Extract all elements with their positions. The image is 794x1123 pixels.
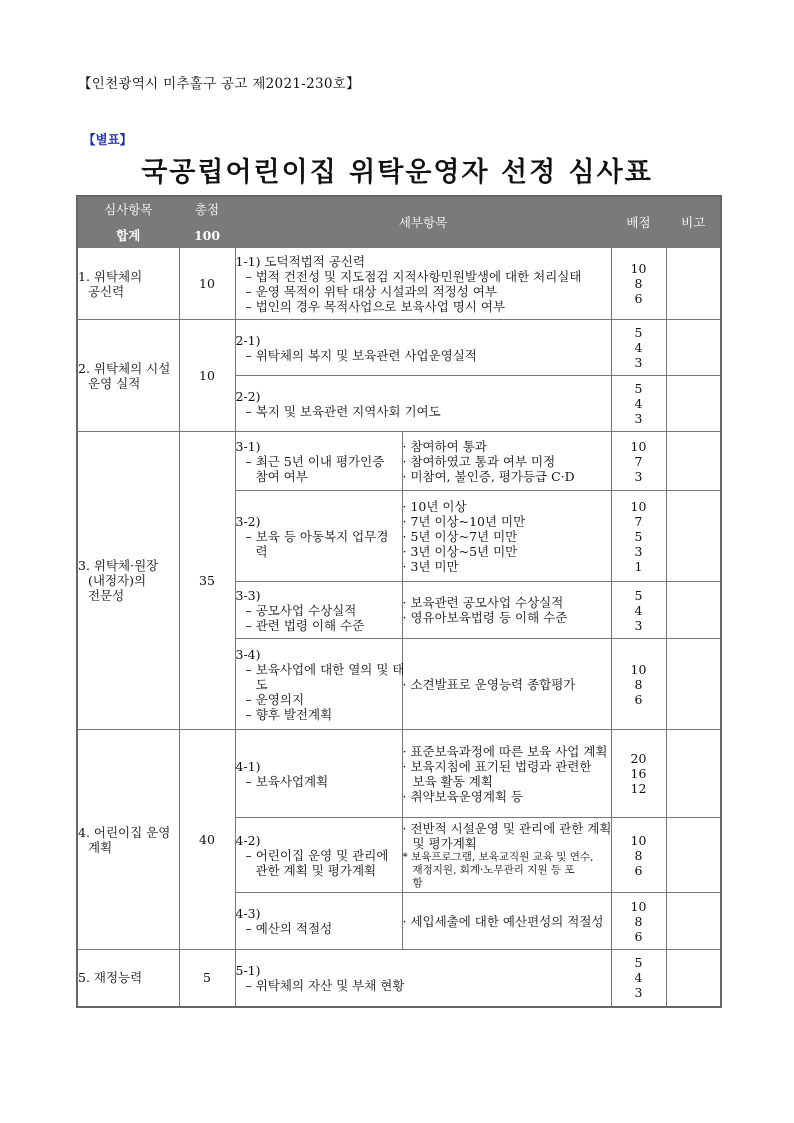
points-1-1: 10 8 6: [611, 248, 666, 320]
section-4-score: 40: [179, 730, 235, 950]
points-2-1: 5 4 3: [611, 320, 666, 376]
detail-3-3: 3-3) – 공모사업 수상실적 – 관련 법령 이해 수준: [235, 582, 402, 639]
section-1-score: 10: [179, 248, 235, 320]
section-2-name: 2. 위탁체의 시설 운영 실적: [77, 320, 179, 432]
sum-label: 합계: [77, 223, 179, 248]
points-4-2: 10 8 6: [611, 818, 666, 893]
criteria-3-2: · 10년 이상 · 7년 이상~10년 미만 · 5년 이상~7년 미만 · 3년 이상~5년 미만 · 3년 미만: [402, 491, 611, 582]
criteria-3-1: · 참여하여 통과 · 참여하였고 통과 여부 미정 · 미참여, 불인증, 평가등급 C·D: [402, 432, 611, 491]
criteria-3-4: · 소견발표로 운영능력 종합평가: [402, 639, 611, 730]
evaluation-table: [76, 195, 722, 1008]
points-3-1: 10 7 3: [611, 432, 666, 491]
note-cell: [666, 248, 721, 320]
note-cell: [666, 893, 721, 950]
note-cell: [666, 432, 721, 491]
sum-value: 100: [179, 223, 235, 248]
page-title: 국공립어린이집 위탁운영자 선정 심사표: [141, 157, 653, 188]
header-item: 심사항목: [77, 196, 179, 223]
header-total: 총점: [179, 196, 235, 223]
note-cell: [666, 320, 721, 376]
note-cell: [666, 376, 721, 432]
section-1-name: 1. 위탁체의 공신력: [77, 248, 179, 320]
criteria-4-1: · 표준보육과정에 따른 보육 사업 계획 · 보육지침에 표기된 법령과 관련한 보육 활동 계획 · 취약보육운영계획 등: [402, 730, 611, 818]
section-2-score: 10: [179, 320, 235, 432]
detail-4-1: 4-1) – 보육사업계획: [235, 730, 402, 818]
header-detail: 세부항목: [235, 196, 611, 248]
detail-5-1: 5-1) – 위탁체의 자산 및 부채 현황: [235, 950, 611, 1007]
section-4-name: 4. 어린이집 운영 계획: [77, 730, 179, 950]
detail-4-3: 4-3) – 예산의 적절성: [235, 893, 402, 950]
note-cell: [666, 639, 721, 730]
points-2-2: 5 4 3: [611, 376, 666, 432]
detail-2-1: 2-1) – 위탁체의 복지 및 보육관련 사업운영실적: [235, 320, 611, 376]
points-3-3: 5 4 3: [611, 582, 666, 639]
points-4-1: 20 16 12: [611, 730, 666, 818]
points-3-4: 10 8 6: [611, 639, 666, 730]
points-5-1: 5 4 3: [611, 950, 666, 1007]
section-3-name: 3. 위탁체·원장 (내정자)의 전문성: [77, 432, 179, 730]
detail-1-1: 1-1) 도덕적법적 공신력 – 법적 건전성 및 지도점검 지적사항민원발생에 대한 처리실태 – 운영 목적이 위탁 대상 시설과의 적정성 여부 – 법인의 경우 목적사업으로 보육사업 명시 여부: [235, 248, 611, 320]
header-note: 비고: [666, 196, 721, 248]
detail-4-2: 4-2) – 어린이집 운영 및 관리에 관한 계획 및 평가계획: [235, 818, 402, 893]
appendix-label: 【별표】: [83, 132, 133, 147]
section-5-name: 5. 재정능력: [77, 950, 179, 1007]
notice-header: 【인천광역시 미추홀구 공고 제2021-230호】: [78, 76, 360, 92]
note-cell: [666, 730, 721, 818]
points-3-2: 10 7 5 3 1: [611, 491, 666, 582]
criteria-4-3: · 세입세출에 대한 예산편성의 적절성: [402, 893, 611, 950]
detail-3-2: 3-2) – 보육 등 아동복지 업무경 력: [235, 491, 402, 582]
detail-3-4: 3-4) – 보육사업에 대한 열의 및 태 도 – 운영의지 – 향후 발전계획: [235, 639, 402, 730]
note-cell: [666, 582, 721, 639]
section-5-score: 5: [179, 950, 235, 1007]
criteria-3-3: · 보육관련 공모사업 수상실적 · 영유아보육법령 등 이해 수준: [402, 582, 611, 639]
header-points: 배점: [611, 196, 666, 248]
note-cell: [666, 818, 721, 893]
points-4-3: 10 8 6: [611, 893, 666, 950]
note-cell: [666, 491, 721, 582]
detail-2-2: 2-2) – 복지 및 보육관련 지역사회 기여도: [235, 376, 611, 432]
section-3-score: 35: [179, 432, 235, 730]
criteria-4-2: · 전반적 시설운영 및 관리에 관한 계획 및 평가계획 * 보육프로그램, 보육교직원 교육 및 연수, 재정지원, 회계·노무관리 지원 등 포 함: [402, 818, 611, 893]
detail-3-1: 3-1) – 최근 5년 이내 평가인증 참여 여부: [235, 432, 402, 491]
note-cell: [666, 950, 721, 1007]
